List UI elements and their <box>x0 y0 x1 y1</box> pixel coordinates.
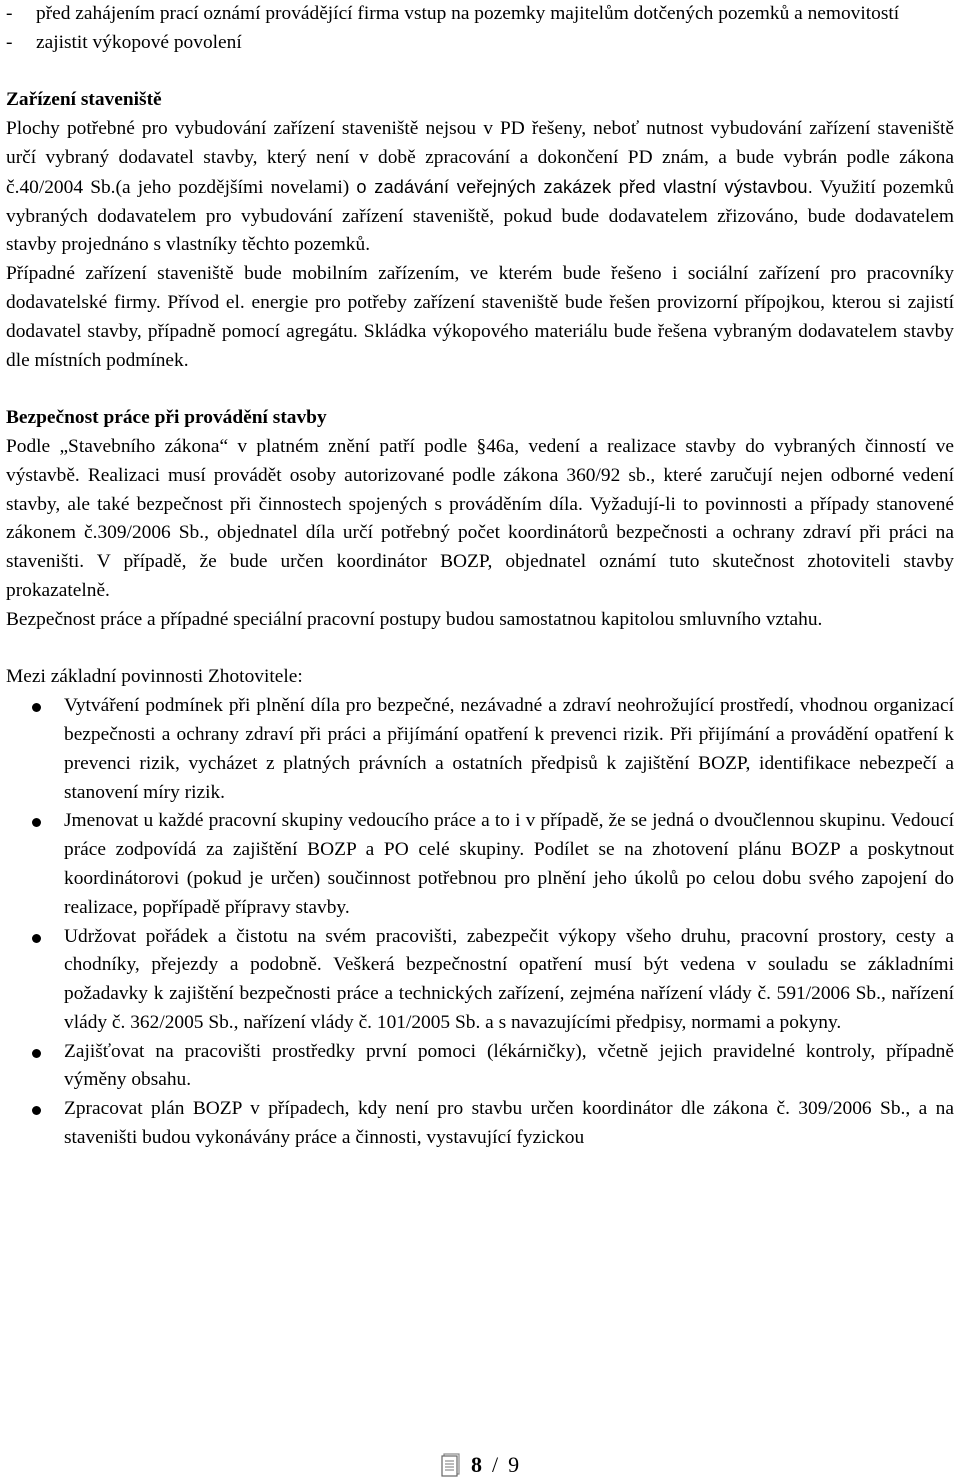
paragraph-work-safety-2: Bezpečnost práce a případné speciální pracovní postupy budou samostatnou kapitolou smluvního vztahu. <box>6 608 823 630</box>
paragraph-site-facilities-2: Případné zařízení staveniště bude mobilním zařízením, ve kterém bude řešeno i sociální zařízení pro pracovníky dodavatelské firmy. Přívod el. energie pro potřeby zařízení staveniště bude řešen provizorní přípojkou, kterou si zajistí dodavatel stavby, případně pomocí agregátu. Skládka výkopového materiálu bude řešena vybraným dodavatelem stavby dle místních podmínek. <box>6 263 954 371</box>
paragraph-site-facilities-1 <box>6 115 954 260</box>
dash-marker: - <box>6 31 13 53</box>
total-pages: 9 <box>508 1452 520 1477</box>
bullet-dot-icon <box>32 818 41 827</box>
bullet-text: Vytváření podmínek při plnění díla pro bezpečné, nezávadné a zdraví neohrožující prostředí, vhodnou organizací bezpečnosti a ochrany zdraví při práci a přijímání opatření k prevenci rizik. Při přijímání a provádění opatření k prevenci rizik, vycházet z platných právních a ostatních předpisů k zajištění BOZP, identifikace nebezpečí a stanovení míry rizik. <box>64 695 954 803</box>
section-heading-site-facilities: Zařízení staveniště <box>6 89 162 111</box>
dash-list-item <box>6 29 954 58</box>
bullet-item <box>6 692 954 807</box>
bullet-text: Udržovat pořádek a čistotu na svém pracovišti, zabezpečit výkopy všeho druhu, pracovní prostory, cesty a chodníky, přejezdy a podobně. Veškerá bezpečnostní opatření musí být vedena v souladu se základními požadavky k zajištění bezpečnosti práce a technických zařízení, zejména nařízení vlády č. 591/2006 Sb., nařízení vlády č. 362/2005 Sb., nařízení vlády č. 101/2005 Sb. a s navazujícími předpisy, normami a pokyny. <box>64 925 954 1033</box>
dash-item-text: zajistit výkopové povolení <box>36 31 242 53</box>
document-body <box>6 0 954 1153</box>
page-separator: / <box>491 1452 499 1477</box>
bullet-text: Zpracovat plán BOZP v případech, kdy není pro stavbu určen koordinátor dle zákona č. 309/2006 Sb., a na staveništi budou vykonávány práce a činnosti, vystavující fyzickou <box>64 1098 954 1149</box>
page-icon <box>441 1453 461 1477</box>
bullet-dot-icon <box>32 934 41 943</box>
bullet-dot-icon <box>32 1049 41 1058</box>
paragraph-text: Využití pozemků vybraných dodavatelem pro vybudování zařízení staveniště, pokud bude dodavatelem zřizováno, bude dodavatelem stavby projednáno s vlastníky těchto pozemků. <box>6 176 955 256</box>
bullet-item <box>6 1095 954 1153</box>
bullet-item <box>6 923 954 1038</box>
dash-marker: - <box>6 3 13 24</box>
duties-bullet-list <box>6 692 954 1153</box>
paragraph-duties-intro: Mezi základní povinnosti Zhotovitele: <box>6 666 303 688</box>
bullet-item <box>6 1038 954 1096</box>
bullet-text: Zajišťovat na pracovišti prostředky první pomoci (lékárničky), včetně jejich pravidelné kontroly, případně výměny obsahu. <box>64 1040 954 1091</box>
paragraph-work-safety-1: Podle „Stavebního zákona“ v platném znění patří podle §46a, vedení a realizace stavby do vybraných činností ve výstavbě. Realizaci musí provádět osoby autorizované podle zákona 360/92 sb., které zaručují nejen odborné vedení stavby, ale také bezpečnost při činnostech spojených s prováděním díla. Vyžadují-li to povinnosti a případy stanovené zákonem č.309/2006 Sb., objednatel díla určí potřebný počet koordinátorů bezpečnosti a ochrany zdraví při práci na staveništi. V případě, že bude určen koordinátor BOZP, objednatel oznámí tuto skutečnost zhotoviteli stavby prokazatelně. <box>6 435 954 601</box>
paragraph-sans-text: o zadávání veřejných zakázek před vlastní výstavbou. <box>356 176 813 197</box>
page-footer <box>0 1450 960 1480</box>
dash-list-item <box>6 0 954 29</box>
dash-item-text: před zahájením prací oznámí provádějící firma vstup na pozemky majitelům dotčených pozemků a nemovitostí <box>36 3 900 24</box>
paragraph-text: Plochy potřebné pro vybudování zařízení staveniště nejsou v PD řešeny, neboť nutnost vybudování zařízení staveniště určí vybraný dodavatel stavby, který není v době zpracování a dokončení PD znám, a bude vybrán podle zákona č.40/2004 Sb.(a jeho pozdějšími novelami) <box>6 118 954 198</box>
bullet-dot-icon <box>32 1106 41 1115</box>
current-page-number: 8 <box>470 1452 482 1477</box>
bullet-dot-icon <box>32 703 41 712</box>
bullet-item <box>6 807 954 922</box>
bullet-text: Jmenovat u každé pracovní skupiny vedoucího práce a to i v případě, že se jedná o dvoučlennou skupinu. Vedoucí práce zodpovídá za zajištění BOZP a PO celé skupiny. Podílet se na zhotovení plánu BOZP a poskytnout koordinátorovi (pokud je určen) součinnost potřebnou pro plnění jeho úkolů po celou dobu svého zapojení do realizace, popřípadě přípravy stavby. <box>64 810 954 918</box>
section-heading-work-safety: Bezpečnost práce při provádění stavby <box>6 407 327 429</box>
